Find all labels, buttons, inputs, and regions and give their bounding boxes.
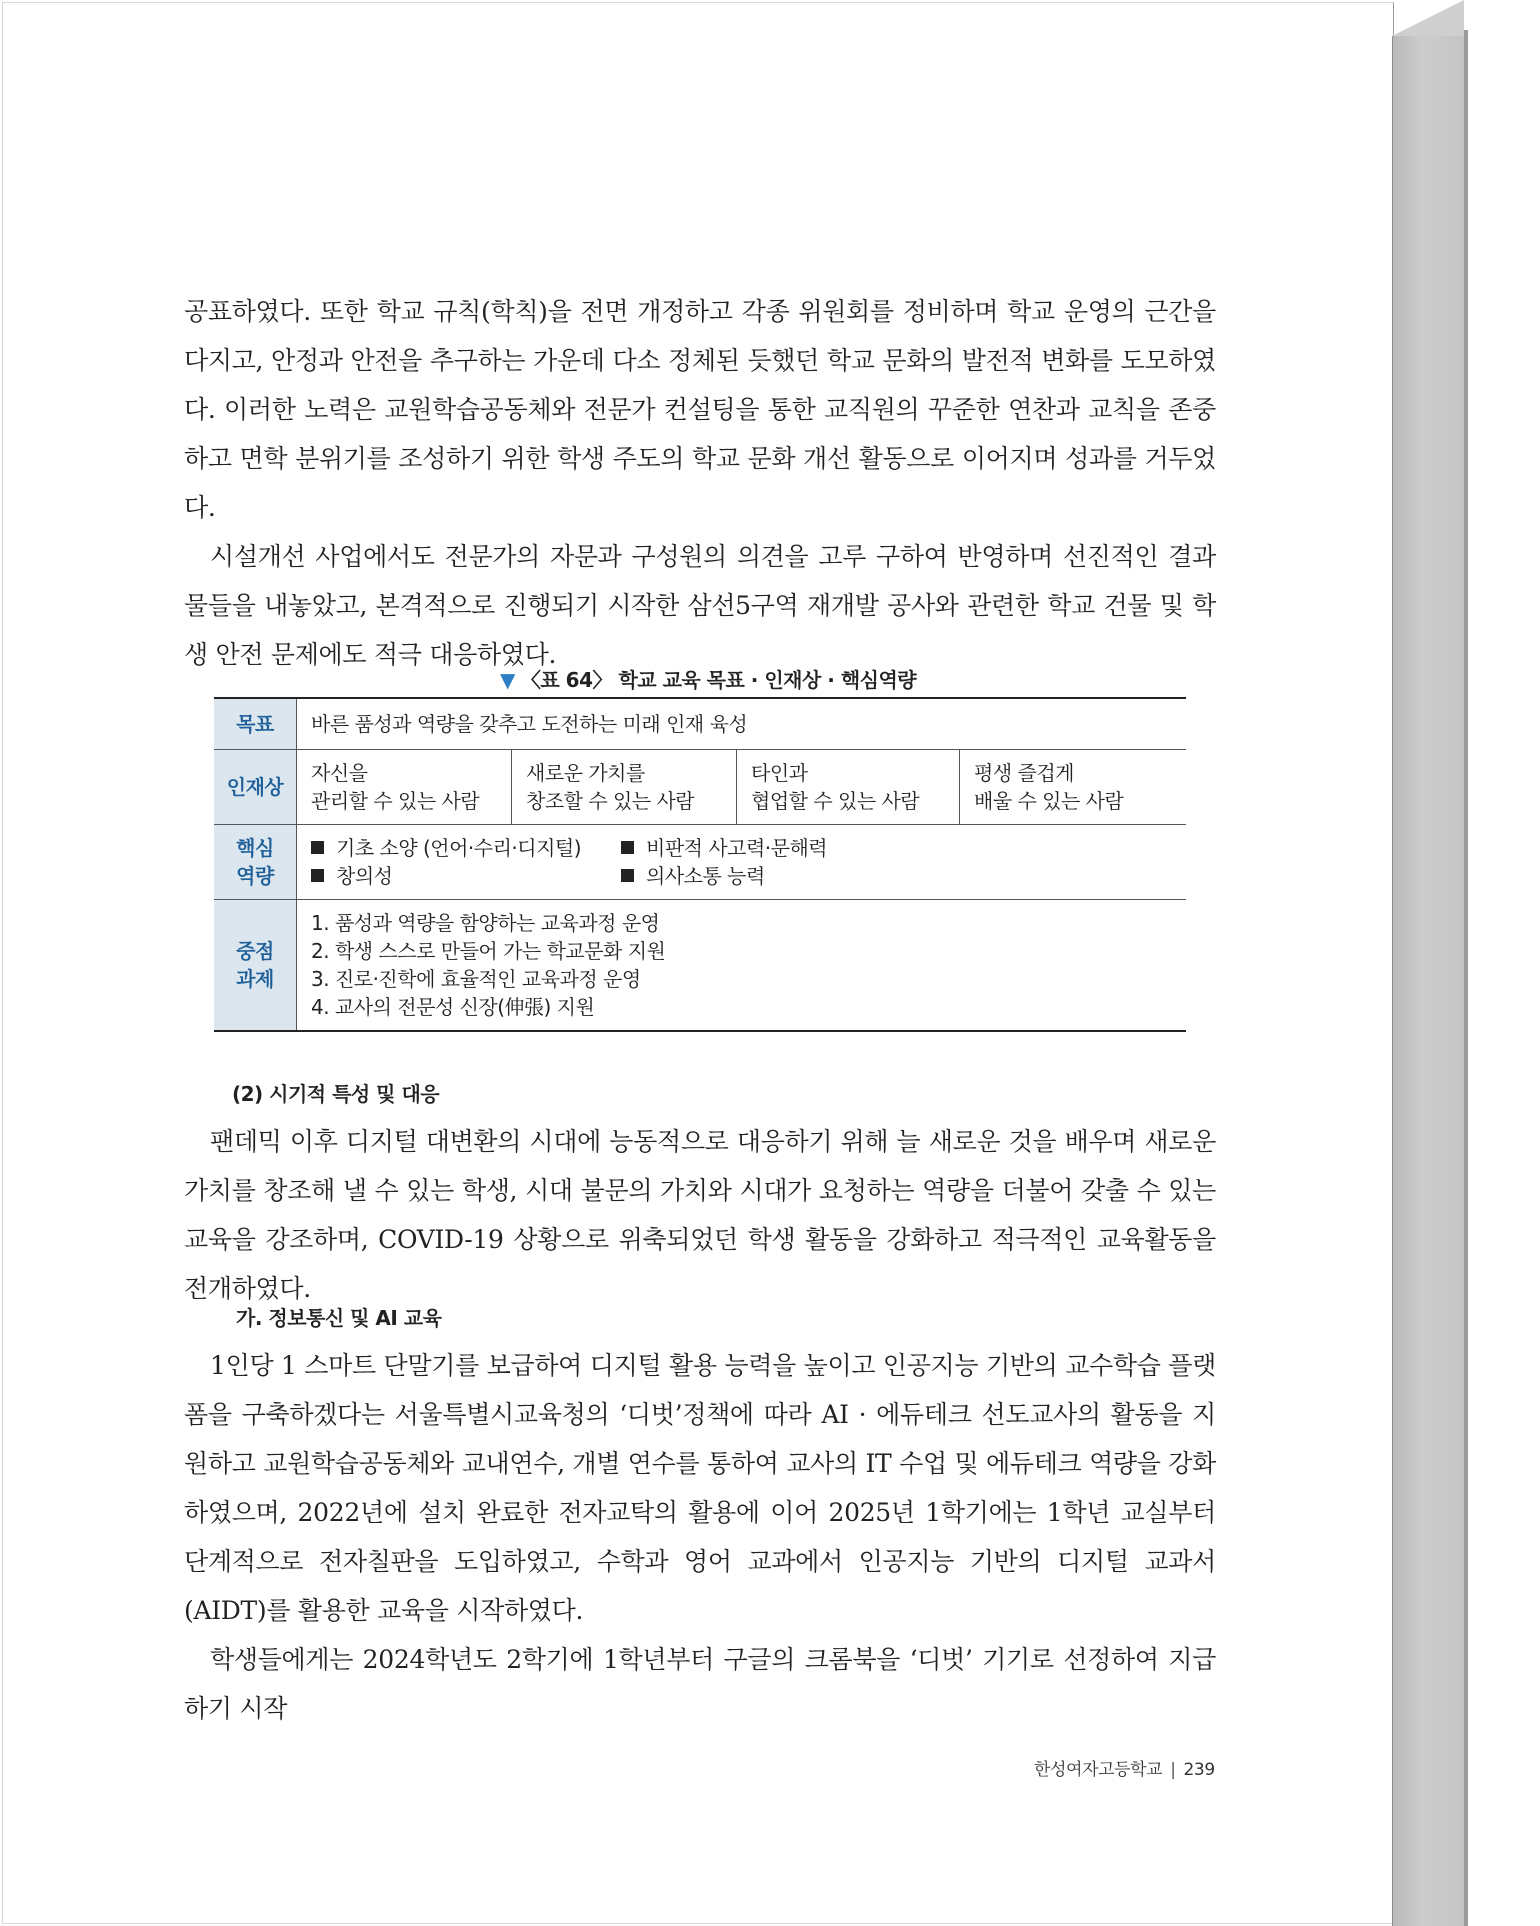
top-text-block — [184, 287, 1216, 679]
table-row-tasks — [214, 900, 1186, 1032]
caption-triangle-icon: ▼ — [500, 668, 515, 692]
talent-line: 협업할 수 있는 사람 — [751, 789, 920, 813]
talent-line: 배울 수 있는 사람 — [974, 789, 1124, 813]
book-spine — [1392, 36, 1465, 1926]
talent-line: 새로운 가치를 — [526, 761, 645, 785]
subsection-heading: 가. 정보통신 및 AI 교육 — [236, 1306, 442, 1330]
table-title: 〈표 64〉 학교 교육 목표 · 인재상 · 핵심역량 — [520, 668, 917, 692]
talent-cell — [512, 750, 737, 825]
talent-line: 창조할 수 있는 사람 — [526, 789, 695, 813]
book-spine-top — [1392, 0, 1464, 36]
section-heading: (2) 시기적 특성 및 대응 — [232, 1082, 440, 1106]
square-bullet-icon — [621, 841, 634, 854]
competency-label: 비판적 사고력·문해력 — [646, 836, 828, 860]
row-header-talent: 인재상 — [214, 750, 297, 825]
talent-line: 타인과 — [751, 761, 808, 785]
row-header-goal: 목표 — [214, 698, 297, 750]
task-item: 1. 품성과 역량을 함양하는 교육과정 운영 — [311, 911, 660, 935]
square-bullet-icon — [621, 869, 634, 882]
body-paragraph: 공표하였다. 또한 학교 규칙(학칙)을 전면 개정하고 각종 위원회를 정비하며 학교 운영의 근간을 다지고, 안정과 안전을 추구하는 가운데 다소 정체된 듯했던 학교 문화의 발전적 변화를 도모하였다. 이러한 노력은 교원학습공동체와 전문가 컨설팅을 통한 교직원의 꾸준한 연찬과 교칙을 존중하고 면학 분위기를 조성하기 위한 학생 주도의 학교 문화 개선 활동으로 이어지며 성과를 거두었다. — [184, 297, 1216, 522]
book-spine-edge — [1464, 30, 1468, 1926]
page-number: 239 — [1183, 1760, 1215, 1780]
task-item: 3. 진로·진학에 효율적인 교육과정 운영 — [311, 967, 641, 991]
competency-item — [621, 834, 951, 862]
competency-item — [311, 862, 621, 890]
table-caption — [500, 664, 1000, 693]
talent-cell — [960, 750, 1187, 825]
square-bullet-icon — [311, 869, 324, 882]
competency-item — [311, 834, 621, 862]
section2-text-block — [184, 1117, 1216, 1313]
body-paragraph: 학생들에게는 2024학년도 2학기에 1학년부터 구글의 크롬북을 ‘디벗’ 기기로 선정하여 지급하기 시작 — [184, 1645, 1216, 1723]
table-row-talent — [214, 750, 1186, 825]
header-line: 핵심 — [236, 836, 274, 860]
table-row-competency — [214, 825, 1186, 900]
body-paragraph: 1인당 1 스마트 단말기를 보급하여 디지털 활용 능력을 높이고 인공지능 기반의 교수학습 플랫폼을 구축하겠다는 서울특별시교육청의 ‘디벗’정책에 따라 AI · 에듀테크 선도교사의 활동을 지원하고 교원학습공동체와 교내연수, 개별 연수를 통하여 교사의 IT 수업 및 에듀테크 역량을 강화하였으며, 2022년에 설치 완료한 전자교탁의 활용에 이어 2025년 1학기에는 1학년 교실부터 단계적으로 전자칠판을 도입하였고, 수학과 영어 교과에서 인공지능 기반의 디지털 교과서(AIDT)를 활용한 교육을 시작하였다. — [184, 1351, 1216, 1625]
header-line: 중점 — [236, 939, 274, 963]
competency-label: 창의성 — [336, 864, 393, 888]
goal-text: 바른 품성과 역량을 갖추고 도전하는 미래 인재 육성 — [297, 698, 1187, 750]
body-paragraph: 시설개선 사업에서도 전문가의 자문과 구성원의 의견을 고루 구하여 반영하며 선진적인 결과물들을 내놓았고, 본격적으로 진행되기 시작한 삼선5구역 재개발 공사와 관련한 학교 건물 및 학생 안전 문제에도 적극 대응하였다. — [184, 542, 1216, 669]
talent-line: 관리할 수 있는 사람 — [311, 789, 480, 813]
competency-label: 의사소통 능력 — [646, 864, 765, 888]
section-ga-text-block — [184, 1341, 1216, 1733]
competency-label: 기초 소양 (언어·수리·디지털) — [336, 836, 582, 860]
task-item: 2. 학생 스스로 만들어 가는 학교문화 지원 — [311, 939, 666, 963]
body-paragraph: 팬데믹 이후 디지털 대변환의 시대에 능동적으로 대응하기 위해 늘 새로운 것을 배우며 새로운 가치를 창조해 낼 수 있는 학생, 시대 불문의 가치와 시대가 요청하는 역량을 더불어 갖출 수 있는 교육을 강조하며, COVID-19 상황으로 위축되었던 학생 활동을 강화하고 적극적인 교육활동을 전개하였다. — [184, 1127, 1216, 1303]
competency-cell — [297, 825, 1187, 900]
table-row-goal — [214, 698, 1186, 750]
talent-cell — [297, 750, 512, 825]
row-header-tasks — [214, 900, 297, 1032]
header-line: 과제 — [236, 967, 274, 991]
talent-line: 자신을 — [311, 761, 368, 785]
talent-cell — [737, 750, 960, 825]
row-header-competency — [214, 825, 297, 900]
tasks-cell — [297, 900, 1187, 1032]
footer-separator: | — [1170, 1760, 1176, 1780]
header-line: 역량 — [236, 864, 274, 888]
competency-item — [621, 862, 951, 890]
page-footer — [1034, 1755, 1234, 1780]
footer-school-name: 한성여자고등학교 — [1034, 1760, 1163, 1780]
education-goals-table — [214, 697, 1186, 1032]
square-bullet-icon — [311, 841, 324, 854]
task-item: 4. 교사의 전문성 신장(伸張) 지원 — [311, 995, 595, 1019]
talent-line: 평생 즐겁게 — [974, 761, 1074, 785]
